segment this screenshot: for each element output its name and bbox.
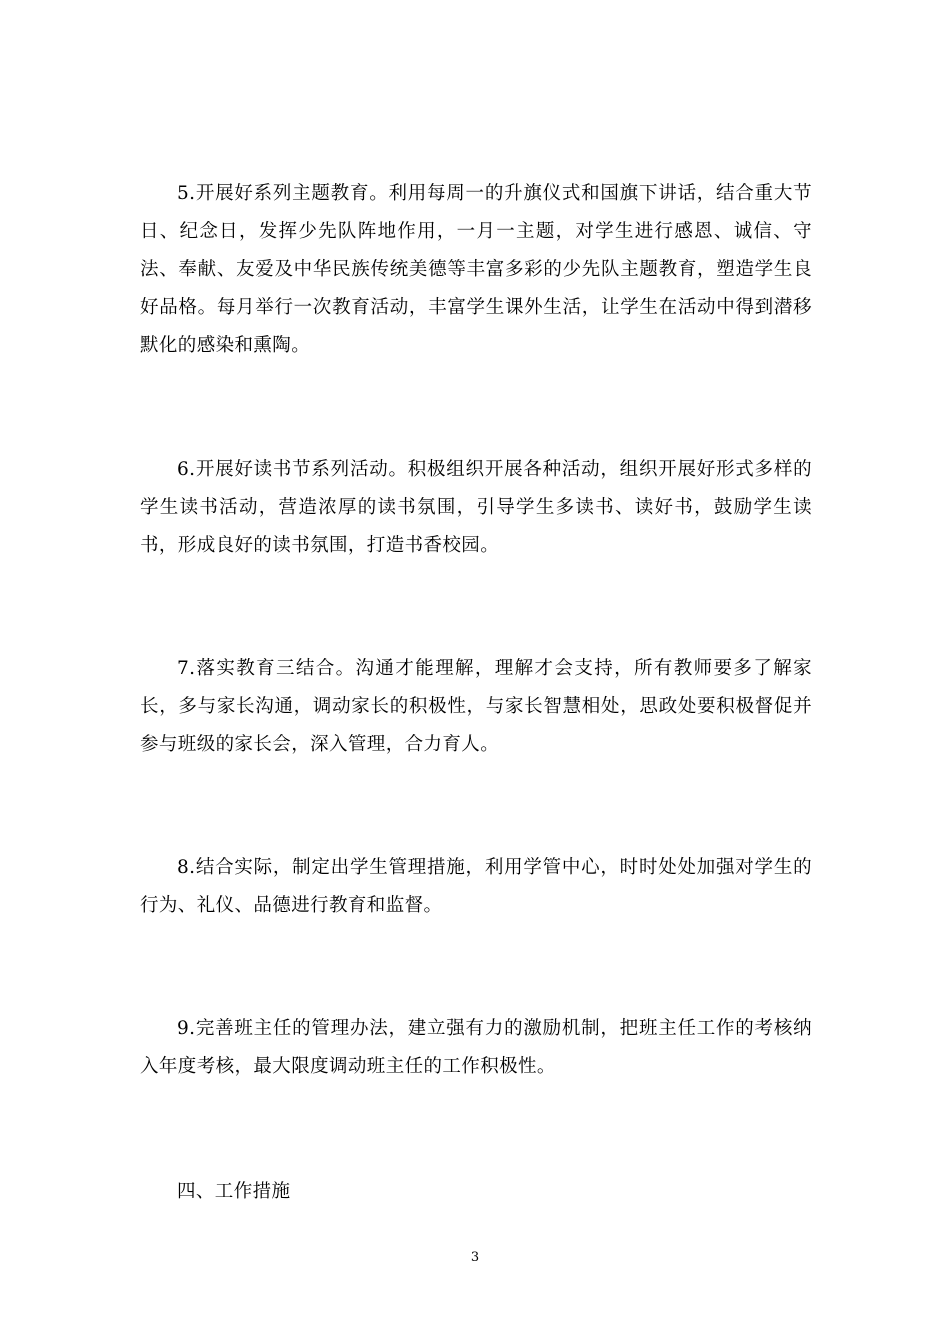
paragraph-item-9: 9.完善班主任的管理办法，建立强有力的激励机制，把班主任工作的考核纳入年度考核，最大限度调动班主任的工作积极性。 <box>140 1018 812 1077</box>
paragraph-item-6: 6.开展好读书节系列活动。积极组织开展各种活动，组织开展好形式多样的学生读书活动，营造浓厚的读书氛围，引导学生多读书、读好书，鼓励学生读书，形成良好的读书氛围，打造书香校园。 <box>140 459 812 556</box>
paragraph-item-7: 7.落实教育三结合。沟通才能理解，理解才会支持，所有教师要多了解家长，多与家长沟通，调动家长的积极性，与家长智慧相处，思政处要积极督促并参与班级的家长会，深入管理，合力育人。 <box>140 658 812 755</box>
paragraph-item-8: 8.结合实际，制定出学生管理措施，利用学管中心，时时处处加强对学生的行为、礼仪、品德进行教育和监督。 <box>140 857 812 916</box>
page-number: 3 <box>470 1250 480 1265</box>
paragraph-item-5: 5.开展好系列主题教育。利用每周一的升旗仪式和国旗下讲话，结合重大节日、纪念日，发挥少先队阵地作用，一月一主题，对学生进行感恩、诚信、守法、奉献、友爱及中华民族传统美德等丰富多彩的少先队主题教育，塑造学生良好品格。每月举行一次教育活动，丰富学生课外生活，让学生在活动中得到潜移默化的感染和熏陶。 <box>140 183 812 356</box>
section-heading: 四、工作措施 <box>177 1181 291 1202</box>
